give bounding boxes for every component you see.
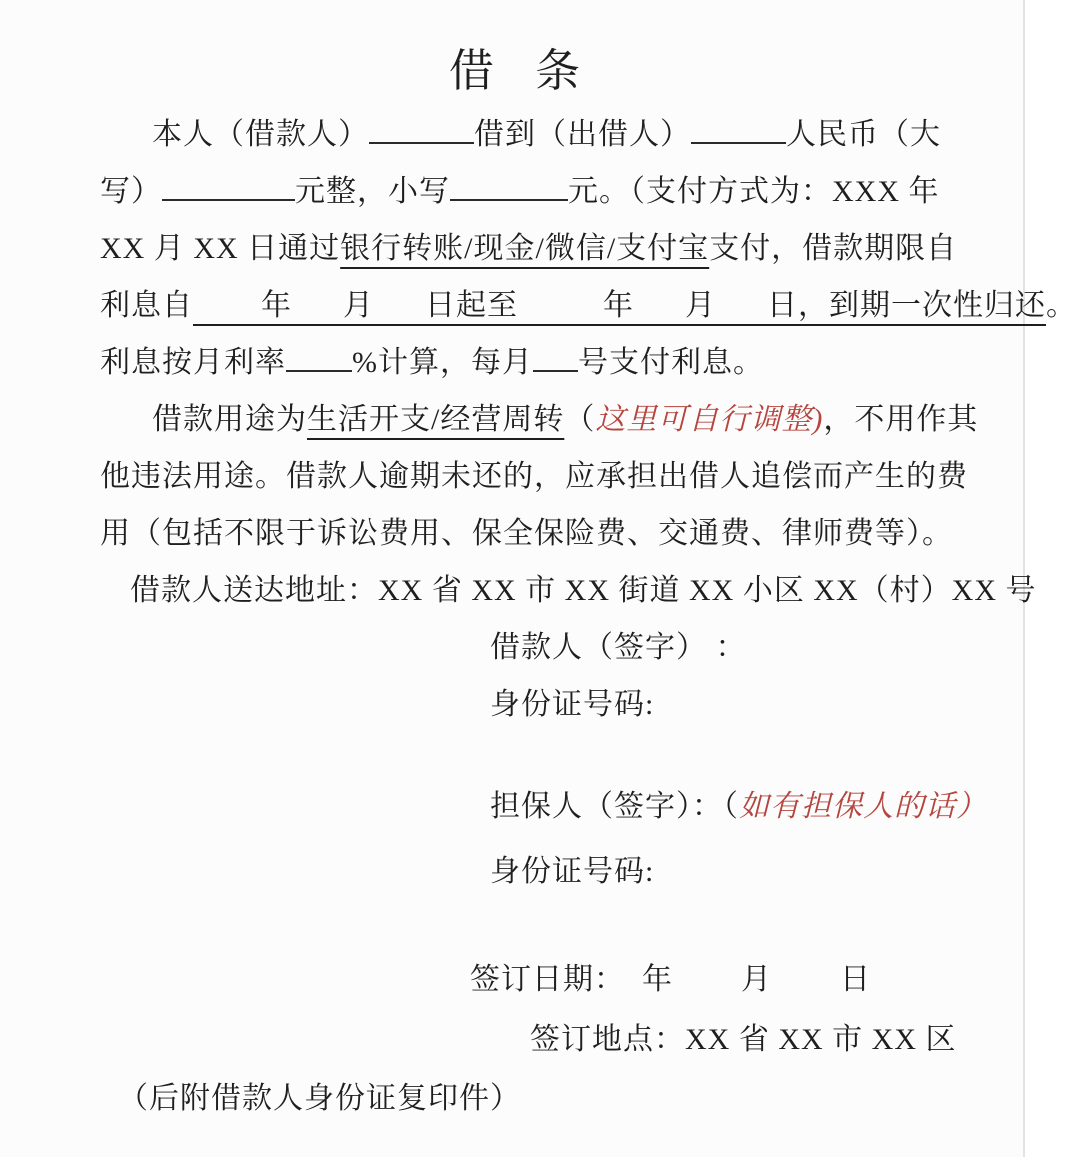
blank-pay-day [533, 342, 578, 373]
para2-line1-text-post: ，不用作其 [823, 403, 979, 436]
delivery-address-line: 借款人送达地址：XX 省 XX 市 XX 街道 XX 小区 XX（村）XX 号 [130, 574, 1037, 607]
para1-line2 [100, 163, 940, 220]
para1-line4-text-post: 。 [1046, 289, 1077, 322]
para1-line1-text-pre: 本人（借款人） [152, 118, 369, 151]
para1-line5-text-post: 号支付利息。 [578, 346, 764, 379]
para2-line1-paren-close: ) [812, 403, 824, 436]
blank-amount-numeric [450, 171, 568, 202]
guarantor-note-red: 如有担保人的话 [739, 790, 956, 823]
para1-line2-text-mid: 元整，小写 [295, 175, 450, 208]
signing-date-line: 签订日期： 年 月 日 [470, 963, 871, 996]
document-title: 借 条 [448, 46, 583, 96]
blank-amount-capital [162, 171, 295, 202]
loan-term-underlined: 年 月 日起至 年 月 日，到期一次性归还 [193, 289, 1046, 322]
para1-line3-text-post: 支付，借款期限自 [709, 232, 958, 265]
signing-place-line: 签订地点：XX 省 XX 市 XX 区 [530, 1023, 957, 1056]
para1-line4-text-pre: 利息自 [100, 289, 193, 322]
guarantor-id-label: 身份证号码: [490, 855, 655, 888]
para2-line1-text-pre: 借款用途为 [152, 403, 307, 436]
para1-line2-text-pre: 写） [100, 175, 162, 208]
guarantor-paren-close: ） [956, 790, 987, 823]
blank-borrower-name [369, 114, 474, 145]
borrower-signature-label: 借款人（签字） ： [490, 631, 747, 664]
para1-line3-text-pre: XX 月 XX 日通过 [100, 232, 341, 265]
para1-line3 [100, 220, 958, 277]
para1-line1-text-mid: 借到（出借人） [474, 118, 691, 151]
purpose-note-red: 这里可自行调整 [595, 403, 813, 436]
para2-line1 [100, 391, 979, 448]
guarantor-paren-open: （ [723, 790, 739, 823]
blank-interest-rate [286, 342, 352, 373]
para1-line5-text-pre: 利息按月利率 [100, 346, 286, 379]
loan-purpose-underlined: 生活开支/经营周转 [307, 403, 565, 436]
para1-line5 [100, 334, 931, 391]
guarantor-signature-label: 担保人（签字）： [490, 790, 723, 823]
para1-line2-text-post: 元。（支付方式为：XXX 年 [568, 175, 940, 208]
para1-line1 [100, 106, 941, 163]
para2-line1-paren-open: （ [564, 403, 596, 436]
payment-methods-underlined: 银行转账/现金/微信/支付宝 [340, 232, 710, 265]
para2-line2: 他违法用途。借款人逾期未还的，应承担出借人追偿而产生的费 [100, 460, 968, 493]
para1-line5-text-mid: %计算，每月 [352, 346, 533, 379]
para1-line4 [100, 277, 1077, 334]
blank-lender-name [691, 114, 786, 145]
footer-attachment-note: （后附借款人身份证复印件） [118, 1082, 521, 1115]
para1-line1-text-post: 人民币（大 [786, 118, 941, 151]
para2-line3: 用（包括不限于诉讼费用、保全保险费、交通费、律师费等）。 [100, 517, 953, 550]
guarantor-signature-line [490, 778, 987, 835]
borrower-id-label: 身份证号码: [490, 688, 655, 721]
